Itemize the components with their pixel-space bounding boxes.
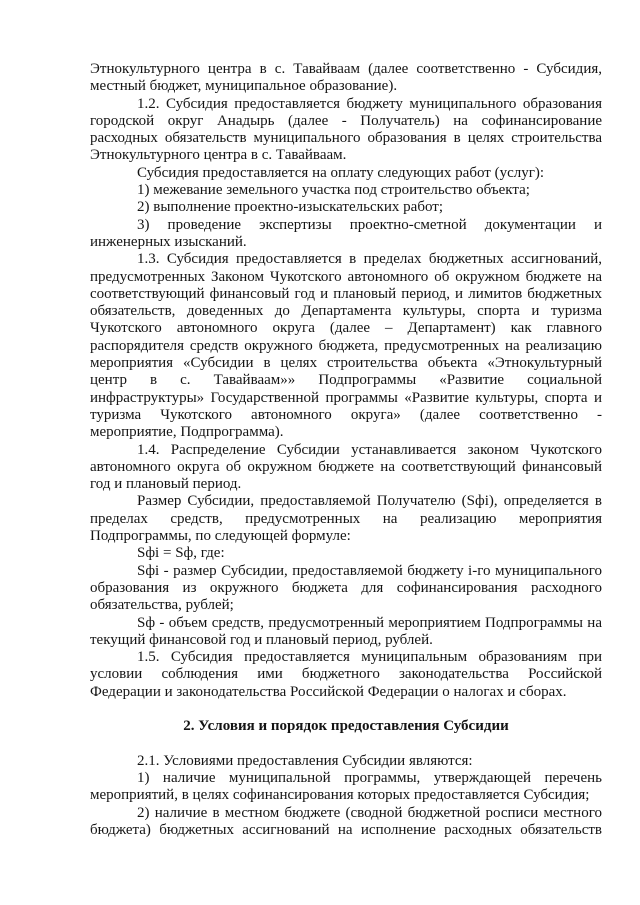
text-line: 1.2. Субсидия предоставляется бюджету муниципального образования (137, 95, 602, 112)
paragraph (90, 649, 602, 701)
paragraph (90, 251, 602, 441)
text-line: 1.4. Распределение Субсидии устанавливается законом Чукотского (137, 441, 602, 458)
text-line: местный бюджет, муниципальное образование). (90, 78, 398, 95)
text-line: Подпрограммы, по следующей формуле: (90, 528, 351, 545)
text-line: Этнокультурного центра в с. Тавайваам (далее соответственно - Субсидия, (90, 61, 602, 77)
text-line: год и плановый период. (90, 476, 242, 493)
text-line: обязательств, доведенных до Департамента культуры, спорта и туризма (90, 303, 602, 320)
text-line: Субсидия предоставляется на оплату следующих работ (услуг): (137, 164, 545, 181)
text-line: 3) проведение экспертизы проектно-сметной документации и (137, 216, 602, 233)
text-line: 2) наличие в местном бюджете (сводной бюджетной росписи местного (137, 804, 602, 821)
paragraph (90, 442, 602, 494)
text-line: Размер Субсидии, предоставляемой Получателю (Sфi), определяется в (137, 493, 602, 510)
section-1-body (90, 96, 602, 701)
text-line: Sфi - размер Субсидии, предоставляемой бюджету i-го муниципального (137, 562, 602, 579)
text-line: соответствующий финансовый год и плановый период, и лимитов бюджетных (90, 285, 602, 302)
paragraph (90, 199, 602, 216)
text-line: Sф - объем средств, предусмотренный мероприятием Подпрограммы на (137, 614, 602, 631)
text-line: автономного округа об окружном бюджете на соответствующий финансовый (90, 458, 602, 475)
text-line: Федерации и законодательства Российской Федерации о налогах и сборах. (90, 683, 567, 700)
paragraph (90, 615, 602, 650)
text-line: 1.3. Субсидия предоставляется в пределах бюджетных ассигнований, (137, 251, 602, 268)
text-line: мероприятие, Подпрограмма). (90, 424, 284, 441)
text-line: туризма Чукотского автономного округа» (далее соответственно - (90, 406, 602, 423)
text-line: 2.1. Условиями предоставления Субсидии являются: (137, 752, 473, 769)
paragraph (90, 563, 602, 615)
text-line: условии соблюдения ими бюджетного законодательства Российской (90, 666, 602, 683)
text-line: бюджета) бюджетных ассигнований на исполнение расходных обязательств (90, 822, 602, 839)
text-line: мероприятия «Субсидии в целях строительства объекта «Этнокультурный (90, 355, 602, 372)
text-line: мероприятий, в целях софинансирования которых предоставляется Субсидия; (90, 787, 590, 804)
paragraph (90, 96, 602, 165)
paragraph (90, 217, 602, 252)
section-heading: 2. Условия и порядок предоставления Субсидии (183, 718, 509, 735)
text-line: центр в с. Тавайваам»» Подпрограммы «Развитие социальной (90, 372, 602, 389)
text-line: 1) межевание земельного участка под строительство объекта; (137, 182, 530, 199)
text-line: пределах средств, предусмотренных на реализацию мероприятия (90, 510, 602, 527)
paragraph (90, 770, 602, 805)
text-line: текущий финансовой год и плановый период, рублей. (90, 631, 433, 648)
text-line: распорядителя средств окружного бюджета, предусмотренных на реализацию (90, 337, 602, 354)
paragraph (90, 753, 602, 770)
text-line: образования из окружного бюджета для софинансирования расходного (90, 579, 602, 596)
text-line: городской округ Анадырь (далее - Получатель) на софинансирование (90, 112, 602, 129)
text-line: 2) выполнение проектно-изыскательских работ; (137, 199, 443, 216)
text-line: Этнокультурного центра в с. Тавайваам. (90, 147, 347, 164)
text-line: 1.5. Субсидия предоставляется муниципальным образованиям при (137, 649, 602, 666)
paragraph (90, 493, 602, 545)
text-line: 1) наличие муниципальной программы, утверждающей перечень (137, 770, 602, 787)
text-column (90, 61, 602, 839)
text-line: Чукотского автономного округа (далее – Департамент) как главного (90, 320, 602, 337)
text-line: расходных обязательств муниципального образования в целях строительства (90, 130, 602, 147)
text-line: Sфi = Sф, где: (137, 545, 225, 562)
text-line: инфраструктуры» Государственной программы «Развитие культуры, спорта и (90, 389, 602, 406)
paragraph (90, 165, 602, 182)
section-2-body (90, 753, 602, 805)
paragraph (90, 182, 602, 199)
continues-next-page-paragraph (90, 805, 602, 840)
text-line: инженерных изысканий. (90, 233, 247, 250)
continued-paragraph (90, 61, 602, 96)
text-line: предусмотренных Законом Чукотского автономного об окружном бюджете на (90, 268, 602, 285)
paragraph (90, 545, 602, 562)
text-line: обязательства, рублей; (90, 597, 234, 614)
